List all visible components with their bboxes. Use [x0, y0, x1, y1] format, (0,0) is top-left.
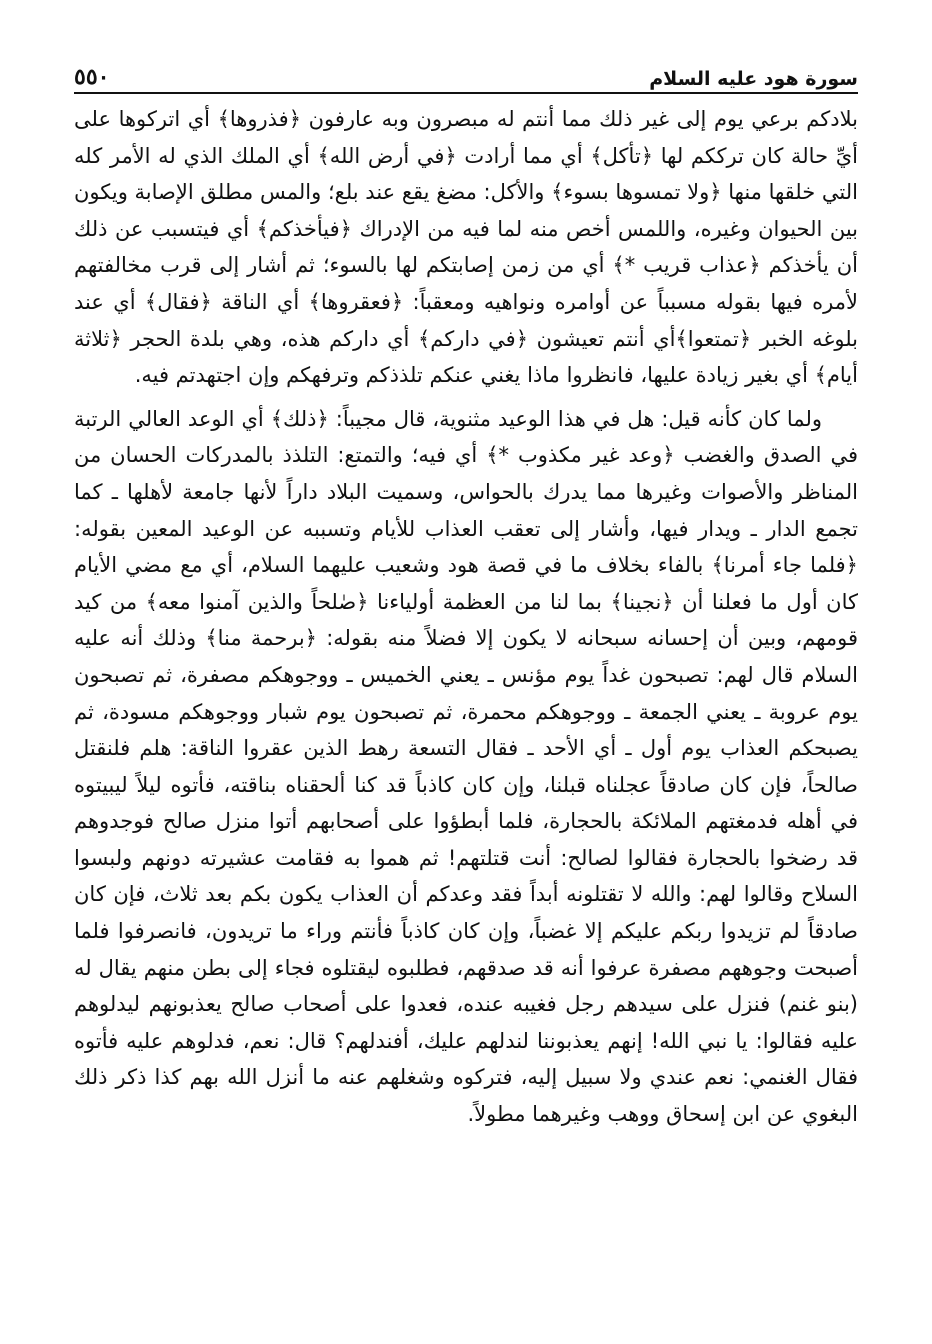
page-header [74, 56, 858, 90]
header-divider [74, 92, 858, 94]
paragraph: ولما كان كأنه قيل: هل في هذا الوعيد مثنوية، قال مجيباً: ﴿ذلك﴾ أي الوعد العالي الرتبة في الصدق والغضب ﴿وعد غير مكذوب *﴾ أي فيه؛ والتمتع: التلذذ بالمدركات الحسان من المناظر والأصوات وغيرها مما يدرك بالحواس، وسميت البلاد داراً لأنها جامعة لأهلها ـ كما تجمع الدار ـ ويدار فيها، وأشار إلى تعقب العذاب للأيام وتسببه عن الوعيد المعين بقوله: ﴿فلما جاء أمرنا﴾ بالفاء بخلاف ما في قصة هود وشعيب عليهما السلام، أي مع مضي الأيام كان أول ما فعلنا أن ﴿نجينا﴾ بما لنا من العظمة أولياءنا ﴿صٰلحاً والذين آمنوا معه﴾ من كيد قومهم، وبين أن إحسانه سبحانه لا يكون إلا فضلاً منه بقوله: ﴿برحمة منا﴾ وذلك أنه عليه السلام قال لهم: تصبحون غداً يوم مؤنس ـ يعني الخميس ـ ووجوهكم مصفرة، ثم تصبحون يوم عروبة ـ يعني الجمعة ـ ووجوهكم محمرة، ثم تصبحون يوم شبار ووجوهكم مسودة، ثم يصبحكم العذاب يوم أول ـ أي الأحد ـ فقال التسعة رهط الذين عقروا الناقة: هلم فلنقتل صالحاً، فإن كان صادقاً عجلناه قبلنا، وإن كان كاذباً قد كنا ألحقناه بناقته، فأتوه ليلاً ليبيتوه في أهله فدمغتهم الملائكة بالحجارة، فلما أبطؤوا على أصحابهم أتوا منزل صالح فوجدوهم قد رضخوا بالحجارة فقالوا لصالح: أنت قتلتهم! ثم هموا به فقامت عشيرته دونهم ولبسوا السلاح وقالوا لهم: والله لا تقتلونه أبداً فقد وعدكم أن العذاب يكون بكم بعد ثلاث، فإن كان صادقاً لم تزيدوا ربكم عليكم إلا غضباً، وإن كان كاذباً فأنتم وراء ما تريدون، فانصرفوا فلما أصبحت وجوههم مصفرة عرفوا أنه قد صدقهم، فطلبوه ليقتلوه فجاء إلى بطن منهم يقال له (بنو غنم) فنزل على سيدهم رجل فغيبه عنده، فعدوا على أصحاب صالح يعذبونهم ليدلوهم عليه فقالوا: يا نبي الله! إنهم يعذبوننا لندلهم عليك، أفندلهم؟ قال: نعم، فدلوهم عليه فأتوه فقال الغنمي: نعم عندي ولا سبيل إليه، فتركوه وشغلهم عنه ما أنزل الله بهم كذا ذكر ذلك البغوي عن ابن إسحاق ووهب وغيرهما مطولاً. [74, 406, 858, 1127]
paragraph: بلادكم برعي يوم إلى غير ذلك مما أنتم له مبصرون وبه عارفون ﴿فذروها﴾ أي اتركوها على أيِّ حالة كان ترككم لها ﴿تأكل﴾ أي مما أرادت ﴿في أرض الله﴾ أي الملك الذي له الأمر كله التي خلقها منها ﴿ولا تمسوها بسوء﴾ والأكل: مضغ يقع عند بلع؛ والمس مطلق الإصابة ويكون بين الحيوان وغيره، واللمس أخص منه لما فيه من الإدراك ﴿فيأخذكم﴾ أي فيتسبب عن ذلك أن يأخذكم ﴿عذاب قريب *﴾ أي من زمن إصابتكم لها بالسوء؛ ثم أشار إلى قرب مخالفتهم لأمره فيها بقوله مسبباً عن أوامره ونواهيه ومعقباً: ﴿فعقروها﴾ أي الناقة ﴿فقال﴾ أي عند بلوغه الخبر ﴿تمتعوا﴾أي أنتم تعيشون ﴿في داركم﴾ أي داركم هذه، وهي بلدة الحجر ﴿ثلاثة أيام﴾ أي بغير زيادة عليها، فانظروا ماذا يغني عنكم تلذذكم وترفهكم وإن اجتهدتم فيه. [74, 107, 858, 388]
page-number: ٥٥٠ [74, 64, 110, 90]
running-title: سورة هود عليه السلام [649, 68, 858, 90]
body-text [74, 101, 858, 1133]
